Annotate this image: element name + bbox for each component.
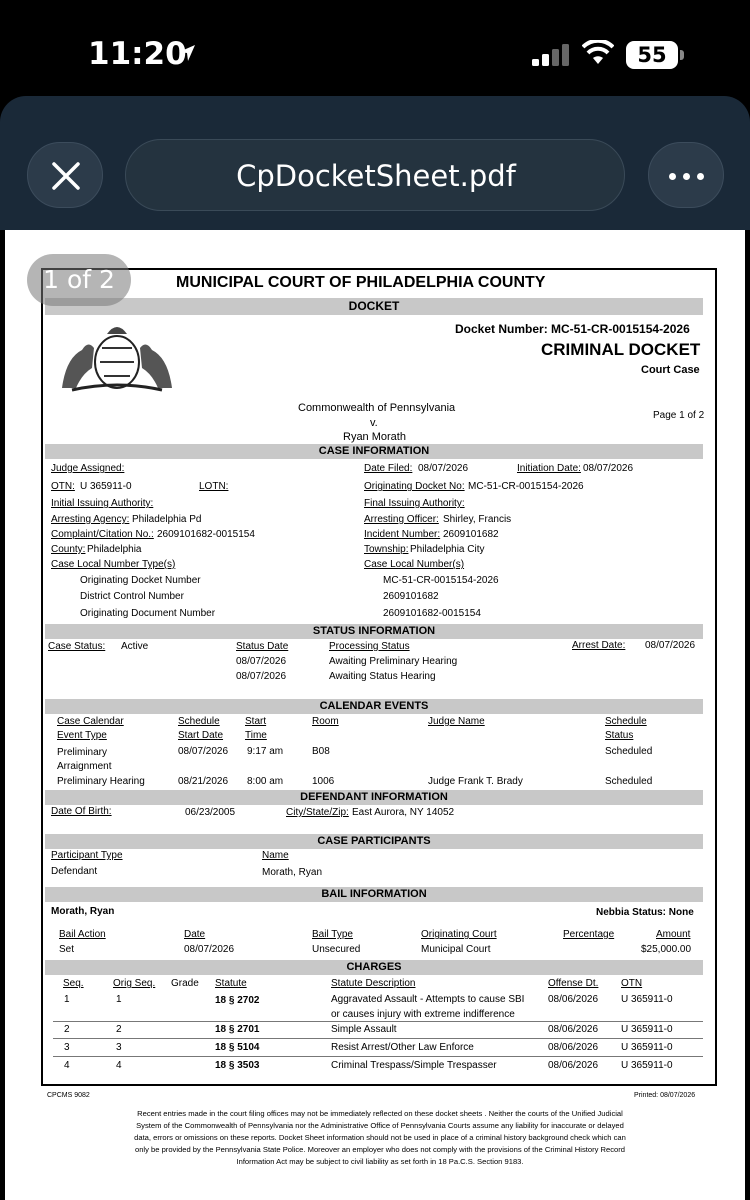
status-row-date: 08/07/2026: [236, 671, 287, 682]
charge-header: Seq.: [63, 978, 84, 989]
section-status-info: STATUS INFORMATION: [45, 624, 703, 639]
initiation-date-label: Initiation Date:: [517, 463, 581, 474]
local-types-label: Case Local Number Type(s): [51, 559, 176, 570]
charge-description: Simple Assault: [331, 1024, 397, 1035]
caption-defendant: Ryan Morath: [343, 431, 406, 443]
battery-icon: [626, 41, 686, 69]
charge-description: Aggravated Assault - Attempts to cause SBI: [331, 994, 525, 1005]
processing-status-label: Processing Status: [329, 641, 410, 652]
charge-statute: 18 § 3503: [215, 1060, 260, 1071]
date-filed-label: Date Filed:: [364, 463, 413, 474]
charge-otn: U 365911-0: [621, 1024, 673, 1035]
charge-orig-seq: 3: [116, 1042, 122, 1053]
section-calendar-events: CALENDAR EVENTS: [45, 699, 703, 714]
dob-label: Date Of Birth:: [51, 806, 112, 817]
clock: 11:20: [88, 36, 187, 72]
cal-date: 08/21/2026: [178, 776, 229, 787]
section-bail-info: BAIL INFORMATION: [45, 887, 703, 902]
disclaimer-line: only be provided by the Pennsylvania State Police. Moreover an employer who does not comply with the provisions of the Criminal History Record: [134, 1145, 626, 1154]
charge-header: Statute Description: [331, 978, 416, 989]
final-authority-label: Final Issuing Authority:: [364, 498, 465, 509]
row-divider: [53, 1021, 703, 1022]
date-filed: 08/07/2026: [418, 463, 469, 474]
arrest-date: 08/07/2026: [645, 640, 696, 651]
arresting-agency: Philadelphia Pd: [132, 514, 202, 525]
charge-offense-date: 08/06/2026: [548, 1060, 599, 1071]
cal-header: Room: [312, 716, 339, 727]
local-type: District Control Number: [80, 591, 184, 602]
bail-date: 08/07/2026: [184, 944, 235, 955]
cal-event-type: Preliminary Hearing: [57, 776, 145, 787]
section-charges: CHARGES: [45, 960, 703, 975]
cal-header: Start: [245, 716, 267, 727]
cal-header: Schedule: [178, 716, 220, 727]
incident-label: Incident Number:: [364, 529, 441, 540]
printed-date: Printed: 08/07/2026: [634, 1092, 696, 1099]
county-label: County:: [51, 544, 86, 555]
page-of: Page 1 of 2: [653, 410, 705, 421]
status-row-status: Awaiting Preliminary Hearing: [329, 656, 458, 667]
nebbia-status: Nebbia Status: None: [596, 907, 694, 918]
bail-defendant-name: Morath, Ryan: [51, 906, 115, 917]
section-case-participants: CASE PARTICIPANTS: [45, 834, 703, 849]
charge-header: Orig Seq.: [113, 978, 156, 989]
charge-header: Offense Dt.: [548, 978, 599, 989]
charge-otn: U 365911-0: [621, 994, 673, 1005]
docket-type: CRIMINAL DOCKET: [541, 340, 701, 359]
status-row-status: Awaiting Status Hearing: [329, 671, 436, 682]
cal-status: Scheduled: [605, 746, 653, 757]
docket-number: Docket Number: MC-51-CR-0015154-2026: [455, 322, 690, 336]
charge-seq: 4: [64, 1060, 70, 1071]
judge-assigned-label: Judge Assigned:: [51, 463, 125, 474]
orig-docket: MC-51-CR-0015154-2026: [468, 481, 584, 492]
cal-status: Scheduled: [605, 776, 653, 787]
court-case: Court Case: [641, 364, 700, 376]
more-icon: [669, 173, 676, 180]
arresting-agency-label: Arresting Agency:: [51, 514, 130, 525]
charge-offense-date: 08/06/2026: [548, 1042, 599, 1053]
bail-court: Municipal Court: [421, 944, 491, 955]
complaint-label: Complaint/Citation No.:: [51, 529, 154, 540]
charge-statute: 18 § 2701: [215, 1024, 260, 1035]
incident-number: 2609101682: [443, 529, 499, 540]
disclaimer-line: data, errors or omissions on these reports. Docket Sheet information should not be used in place of a criminal history background check which can: [134, 1133, 626, 1142]
arresting-officer-label: Arresting Officer:: [364, 514, 439, 525]
signal-icon: [532, 44, 572, 66]
bail-header: Date: [184, 929, 206, 940]
charge-orig-seq: 4: [116, 1060, 122, 1071]
local-number: MC-51-CR-0015154-2026: [383, 575, 499, 586]
cal-header: Start Date: [178, 730, 224, 741]
section-defendant-info: DEFENDANT INFORMATION: [45, 790, 703, 805]
case-status-label: Case Status:: [48, 641, 106, 652]
charge-description: or causes injury with extreme indifference: [331, 1009, 515, 1020]
more-button[interactable]: [648, 142, 724, 208]
disclaimer-line: Information Act may be subject to civil liability as set forth in 18 Pa.C.S. Section 9183.: [236, 1157, 524, 1166]
battery-level: 55: [637, 43, 667, 67]
initiation-date: 08/07/2026: [583, 463, 634, 474]
form-number: CPCMS 9082: [47, 1092, 90, 1099]
arresting-officer: Shirley, Francis: [443, 514, 512, 525]
section-case-info: CASE INFORMATION: [45, 444, 703, 459]
bail-header: Originating Court: [421, 929, 497, 940]
city-state-zip: East Aurora, NY 14052: [352, 807, 455, 818]
bail-header: Bail Type: [312, 929, 353, 940]
bail-action: Set: [59, 944, 75, 955]
bail-type: Unsecured: [312, 944, 361, 955]
orig-docket-label: Originating Docket No:: [364, 481, 465, 492]
cal-event-type: Preliminary: [57, 747, 108, 758]
charge-header: Statute: [215, 978, 247, 989]
bail-amount: $25,000.00: [641, 944, 692, 955]
charge-orig-seq: 2: [116, 1024, 122, 1035]
initial-authority-label: Initial Issuing Authority:: [51, 498, 154, 509]
caption-v: v.: [370, 417, 378, 429]
cal-header: Status: [605, 730, 634, 741]
charge-offense-date: 08/06/2026: [548, 994, 599, 1005]
arrest-date-label: Arrest Date:: [572, 640, 626, 651]
row-divider: [53, 1038, 703, 1039]
participant-type-label: Participant Type: [51, 850, 123, 861]
close-button[interactable]: [27, 142, 103, 208]
local-numbers-label: Case Local Number(s): [364, 559, 465, 570]
charge-statute: 18 § 5104: [215, 1042, 260, 1053]
cal-header: Event Type: [57, 730, 107, 741]
file-title-pill[interactable]: [125, 139, 625, 211]
cal-header: Judge Name: [428, 716, 485, 727]
local-type: Originating Document Number: [80, 608, 216, 619]
township: Philadelphia City: [410, 544, 485, 555]
dob: 06/23/2005: [185, 807, 236, 818]
cal-judge: Judge Frank T. Brady: [428, 776, 523, 787]
county: Philadelphia: [87, 544, 142, 555]
location-arrow-icon: [178, 44, 196, 62]
lotn-label: LOTN:: [199, 481, 229, 492]
bail-header: Percentage: [563, 929, 615, 940]
charge-orig-seq: 1: [116, 994, 122, 1005]
status-row-date: 08/07/2026: [236, 656, 287, 667]
otn: U 365911-0: [80, 481, 132, 492]
charge-description: Criminal Trespass/Simple Trespasser: [331, 1060, 497, 1071]
charge-statute: 18 § 2702: [215, 995, 260, 1006]
cal-event-type: Arraignment: [57, 761, 112, 772]
participant-name-label: Name: [262, 850, 289, 861]
cal-room: B08: [312, 746, 330, 757]
local-number: 2609101682: [383, 591, 439, 602]
close-icon: [51, 161, 81, 191]
cal-date: 08/07/2026: [178, 746, 229, 757]
local-number: 2609101682-0015154: [383, 608, 481, 619]
cal-header: Schedule: [605, 716, 647, 727]
city-state-zip-label: City/State/Zip:: [286, 807, 349, 818]
case-status: Active: [121, 641, 149, 652]
participant-type: Defendant: [51, 866, 98, 877]
charge-offense-date: 08/06/2026: [548, 1024, 599, 1035]
township-label: Township:: [364, 544, 409, 555]
charge-seq: 2: [64, 1024, 70, 1035]
bail-header: Bail Action: [59, 929, 106, 940]
row-divider: [53, 1056, 703, 1057]
file-name: CpDocketSheet.pdf: [236, 159, 516, 193]
charge-otn: U 365911-0: [621, 1060, 673, 1071]
cal-header: Case Calendar: [57, 716, 124, 727]
court-title: MUNICIPAL COURT OF PHILADELPHIA COUNTY: [176, 274, 546, 291]
complaint-number: 2609101682-0015154: [157, 529, 255, 540]
page-indicator: 1 of 2: [27, 254, 131, 306]
wifi-icon: [582, 40, 614, 66]
charge-header: Grade: [171, 978, 199, 989]
status-bar: [0, 0, 750, 108]
charge-seq: 3: [64, 1042, 70, 1053]
caption-plaintiff: Commonwealth of Pennsylvania: [298, 402, 456, 414]
participant-name: Morath, Ryan: [262, 867, 323, 878]
bail-header: Amount: [656, 929, 691, 940]
docket-bar: DOCKET: [45, 298, 703, 315]
otn-label: OTN:: [51, 481, 75, 492]
disclaimer-line: Recent entries made in the court filing offices may not be immediately reflected on these docket sheets . Neither the courts of the Unified Judicial: [137, 1109, 623, 1118]
charge-header: OTN: [621, 978, 643, 989]
cal-time: 8:00 am: [247, 776, 284, 787]
local-type: Originating Docket Number: [80, 575, 201, 586]
cal-room: 1006: [312, 776, 335, 787]
pennsylvania-seal-icon: [52, 318, 182, 394]
status-date-label: Status Date: [236, 641, 289, 652]
charge-description: Resist Arrest/Other Law Enforce: [331, 1042, 474, 1053]
charge-seq: 1: [64, 994, 70, 1005]
cal-time: 9:17 am: [247, 746, 284, 757]
cal-header: Time: [245, 730, 267, 741]
charge-otn: U 365911-0: [621, 1042, 673, 1053]
disclaimer-line: System of the Commonwealth of Pennsylvania nor the Administrative Office of Pennsylvania Courts assume any liability for inaccurate or delayed: [136, 1121, 624, 1130]
